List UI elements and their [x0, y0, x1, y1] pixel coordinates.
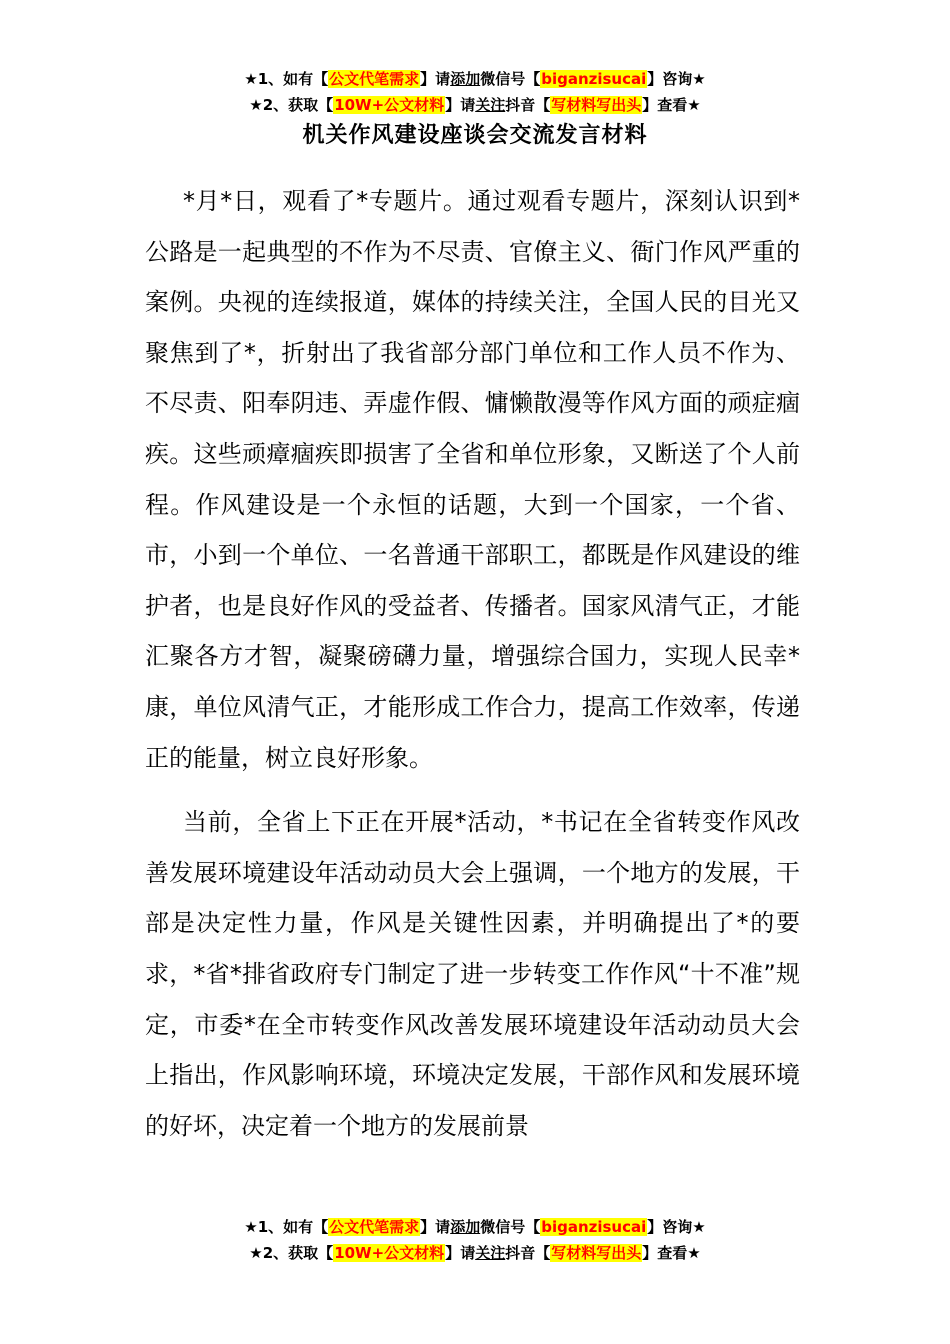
promo-line-1 — [0, 66, 950, 92]
promo-text: 】咨询★ — [647, 70, 706, 88]
promo-highlight: 公文代笔需求 — [329, 70, 420, 88]
top-promo-banner — [0, 66, 950, 118]
promo-highlight: 10W+公文材料 — [334, 1244, 445, 1262]
promo-text: 】请 — [445, 96, 476, 114]
promo-text: 】查看★ — [642, 96, 701, 114]
body-paragraph-2: 当前，全省上下正在开展*活动，*书记在全省转变作风改善发展环境建设年活动动员大会上强调，一个地方的发展，干部是决定性力量，作风是关键性因素，并明确提出了*的要求，*省*排省政府专门制定了进一步转变工作作风“十不准”规定，市委*在全市转变作风改善发展环境建设年活动动员大会上指出，作风影响环境，环境决定发展，干部作风和发展环境的好坏，决定着一个地方的发展前景 — [145, 808, 800, 1140]
promo-line-2 — [0, 92, 950, 118]
promo-highlight-douyin: 写材料写出头 — [551, 1244, 642, 1262]
promo-text: 抖音【 — [505, 96, 551, 114]
document-title: 机关作风建设座谈会交流发言材料 — [302, 123, 648, 148]
promo-highlight-wechat-id: biganzisucai — [541, 70, 647, 88]
promo-text: 】咨询★ — [647, 1218, 706, 1236]
body-paragraph-1: *月*日，观看了*专题片。通过观看专题片，深刻认识到*公路是一起典型的不作为不尽责、官僚主义、衙门作风严重的案例。央视的连续报道，媒体的持续关注，全国人民的目光又聚焦到了*，折射出了我省部分部门单位和工作人员不作为、不尽责、阳奉阴违、弄虚作假、慵懒散漫等作风方面的顽症痼疾。这些顽瘴痼疾即损害了全省和单位形象，又断送了个人前程。作风建设是一个永恒的话题，大到一个国家，一个省、市，小到一个单位、一名普通干部职工，都既是作风建设的维护者，也是良好作风的受益者、传播者。国家风清气正，才能汇聚各方才智，凝聚磅礴力量，增强综合国力，实现人民幸*康，单位风清气正，才能形成工作合力，提高工作效率，传递正的能量，树立良好形象。 — [145, 187, 800, 772]
promo-text: 抖音【 — [505, 1244, 551, 1262]
promo-underlined: 添加 — [450, 70, 481, 88]
promo-text: 微信号【 — [480, 1218, 541, 1236]
promo-underlined: 添加 — [450, 1218, 481, 1236]
promo-text: ★1、如有【 — [244, 70, 329, 88]
promo-underlined: 关注 — [475, 96, 506, 114]
bottom-promo-banner — [0, 1214, 950, 1266]
promo-highlight-douyin: 写材料写出头 — [551, 96, 642, 114]
promo-line-1 — [0, 1214, 950, 1240]
promo-highlight: 公文代笔需求 — [329, 1218, 420, 1236]
promo-text: ★2、获取【 — [249, 96, 334, 114]
promo-text: ★2、获取【 — [249, 1244, 334, 1262]
promo-text: 】请 — [420, 70, 451, 88]
promo-line-2 — [0, 1240, 950, 1266]
promo-underlined: 关注 — [475, 1244, 506, 1262]
promo-text: ★1、如有【 — [244, 1218, 329, 1236]
document-body — [145, 176, 800, 1151]
promo-highlight: 10W+公文材料 — [334, 96, 445, 114]
promo-text: 微信号【 — [480, 70, 541, 88]
promo-text: 】请 — [445, 1244, 476, 1262]
promo-text: 】请 — [420, 1218, 451, 1236]
promo-text: 】查看★ — [642, 1244, 701, 1262]
promo-highlight-wechat-id: biganzisucai — [541, 1218, 647, 1236]
